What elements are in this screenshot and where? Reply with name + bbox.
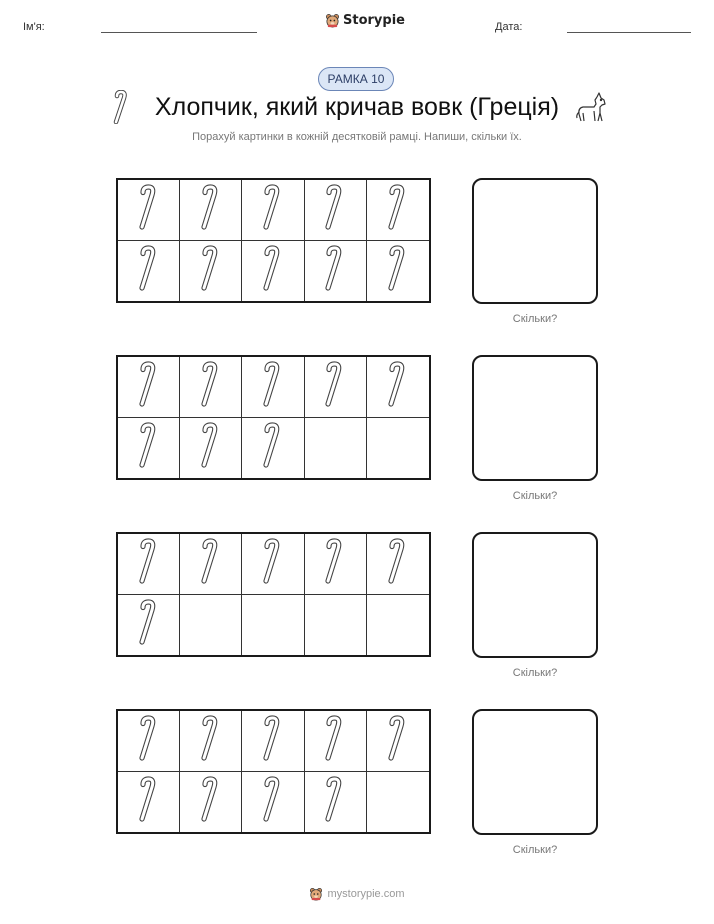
ten-frame-cell — [180, 772, 242, 833]
ten-frame-cell — [118, 534, 180, 595]
ten-frame-cell — [180, 595, 242, 656]
ten-frame-cell — [305, 595, 367, 656]
ten-frame-cell — [118, 595, 180, 656]
ten-frame-cell — [367, 772, 429, 833]
ten-frame-cell — [305, 357, 367, 418]
ten-frame-cell — [118, 241, 180, 302]
candy-cane-icon — [198, 715, 224, 766]
candy-cane-icon — [385, 715, 411, 766]
ten-frame — [116, 709, 431, 834]
how-many-label: Скільки? — [512, 490, 558, 502]
candy-cane-icon — [260, 715, 286, 766]
logo-text: Storypie — [343, 13, 405, 28]
ten-frame-cell — [367, 357, 429, 418]
answer-box[interactable] — [472, 709, 598, 835]
candy-cane-icon — [385, 538, 411, 589]
instructions: Порахуй картинки в кожній десятковій рамці. Напиши, скільки їх. — [192, 131, 522, 143]
candy-cane-icon — [198, 776, 224, 827]
ten-frame-cell — [118, 711, 180, 772]
ten-frame-cell — [367, 180, 429, 241]
ten-frame-cell — [242, 595, 304, 656]
ten-frame-cell — [305, 711, 367, 772]
candy-cane-icon — [260, 184, 286, 235]
ten-frame-cell — [367, 241, 429, 302]
candy-cane-icon — [198, 361, 224, 412]
ten-frame-cell — [180, 241, 242, 302]
how-many-label: Скільки? — [512, 313, 558, 325]
footer — [0, 887, 714, 901]
answer-box[interactable] — [472, 178, 598, 304]
ten-frame-cell — [305, 772, 367, 833]
candy-cane-icon — [136, 422, 162, 473]
ten-frame-cell — [180, 180, 242, 241]
worksheet-title: Хлопчик, який кричав вовк (Греція) — [154, 93, 560, 121]
ten-frame-cell — [118, 357, 180, 418]
candy-cane-icon — [198, 538, 224, 589]
wolf-icon — [575, 91, 609, 130]
candy-cane-icon — [322, 776, 348, 827]
storypie-logo — [325, 13, 405, 28]
ten-frame-cell — [367, 711, 429, 772]
ten-frame-cell — [305, 180, 367, 241]
answer-box[interactable] — [472, 532, 598, 658]
ten-frame — [116, 355, 431, 480]
candy-cane-icon — [136, 184, 162, 235]
ten-frame-cell — [367, 418, 429, 479]
footer-url: mystorypie.com — [327, 888, 405, 900]
ten-frame-cell — [118, 418, 180, 479]
ten-frame-cell — [242, 534, 304, 595]
name-label: Ім'я: — [23, 21, 45, 33]
date-line — [567, 32, 691, 33]
candy-cane-icon — [260, 776, 286, 827]
candy-cane-icon — [260, 245, 286, 296]
ten-frame-cell — [118, 772, 180, 833]
candy-cane-icon — [385, 245, 411, 296]
candy-cane-icon — [136, 599, 162, 650]
candy-cane-icon — [385, 361, 411, 412]
ten-frame-cell — [242, 711, 304, 772]
candy-cane-icon — [198, 422, 224, 473]
candy-cane-icon — [136, 361, 162, 412]
ten-frame-cell — [305, 241, 367, 302]
ten-frame — [116, 178, 431, 303]
ten-frame-cell — [367, 534, 429, 595]
ten-frame-cell — [242, 418, 304, 479]
ten-frame-cell — [118, 180, 180, 241]
ten-frame — [116, 532, 431, 657]
date-label: Дата: — [495, 21, 523, 33]
candy-cane-icon — [260, 361, 286, 412]
ten-frame-cell — [242, 241, 304, 302]
ten-frame-cell — [305, 534, 367, 595]
candy-cane-icon — [136, 715, 162, 766]
candy-cane-icon — [322, 361, 348, 412]
ten-frame-cell — [180, 534, 242, 595]
candy-cane-icon — [322, 184, 348, 235]
frame-type-badge: РАМКА 10 — [318, 67, 394, 91]
candy-cane-icon — [136, 538, 162, 589]
ten-frame-cell — [242, 180, 304, 241]
bear-mascot-icon — [309, 887, 323, 901]
ten-frame-cell — [180, 418, 242, 479]
ten-frame-cell — [367, 595, 429, 656]
ten-frame-cell — [242, 772, 304, 833]
answer-box[interactable] — [472, 355, 598, 481]
candy-cane-icon — [322, 245, 348, 296]
candy-cane-icon — [260, 538, 286, 589]
candy-cane-icon — [260, 422, 286, 473]
candy-cane-icon — [136, 776, 162, 827]
name-line — [101, 32, 257, 33]
how-many-label: Скільки? — [512, 667, 558, 679]
ten-frame-cell — [242, 357, 304, 418]
candy-cane-icon — [322, 715, 348, 766]
bear-mascot-icon — [325, 13, 340, 28]
ten-frame-cell — [180, 711, 242, 772]
candy-cane-icon — [198, 184, 224, 235]
candy-cane-icon — [322, 538, 348, 589]
how-many-label: Скільки? — [512, 844, 558, 856]
worksheet-header — [0, 0, 714, 56]
ten-frame-cell — [305, 418, 367, 479]
candy-cane-icon — [198, 245, 224, 296]
candy-cane-icon — [385, 184, 411, 235]
candy-cane-icon — [136, 245, 162, 296]
ten-frame-cell — [180, 357, 242, 418]
